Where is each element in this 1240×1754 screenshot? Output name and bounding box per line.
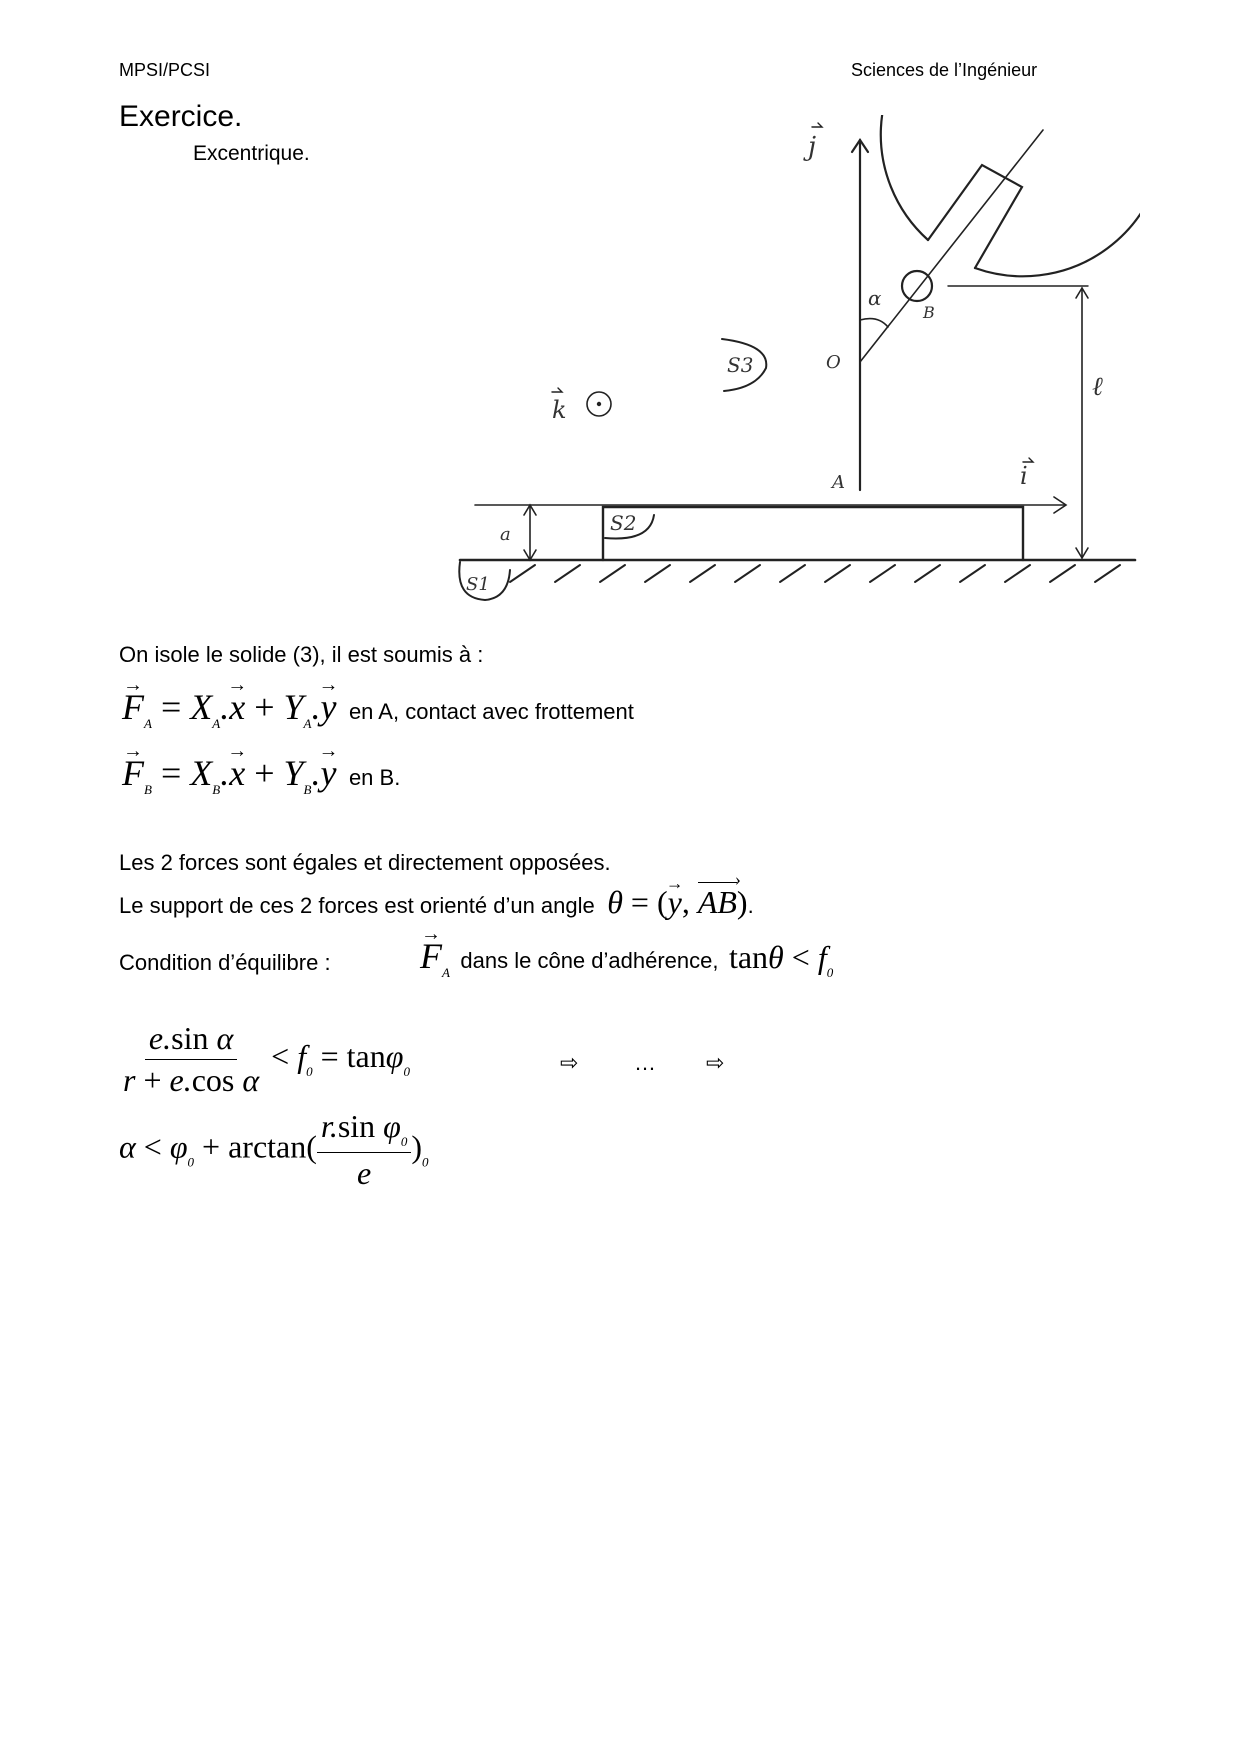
arrow-right-icon: ⇨ xyxy=(706,1050,725,1075)
label-S1: S1 xyxy=(466,574,490,595)
label-A: A xyxy=(832,472,845,493)
alpha-arc xyxy=(860,319,888,327)
arrow-right-icon: ⇨ xyxy=(560,1050,579,1075)
k-dot xyxy=(597,402,601,406)
force-A-equation: → $F_A = X_A.\to x + Y_A.\to y$ en A, contact avec frottement xyxy=(122,686,634,732)
eccentric-diagram xyxy=(440,115,1140,615)
j-vector-mark xyxy=(812,123,822,127)
label-j: j xyxy=(808,132,817,162)
label-k: k xyxy=(552,396,567,424)
force-B-suffix: en B. xyxy=(348,765,401,790)
exercise-subtitle: Excentrique. xyxy=(193,142,310,165)
intro-text: On isole le solide (3), il est soumis à : xyxy=(119,642,484,667)
label-alpha: α xyxy=(868,286,882,310)
label-S2: S2 xyxy=(610,511,637,535)
k-vector-mark xyxy=(552,388,562,392)
exercise-title: Exercice. xyxy=(119,100,243,133)
force-A-suffix: en A, contact avec frottement xyxy=(348,699,634,724)
support-angle-end: . xyxy=(747,893,754,918)
friction-inequality: $\frac{\text{e.sin α}}{\text{r + e.cos α}}$ < $f_0 = \tan\varphi_0$ xyxy=(123,1020,410,1098)
equilibrium-condition: → $F_A$ dans le cône d’adhérence, $\tan\theta < f_0$ xyxy=(420,935,833,981)
header-left: MPSI/PCSI xyxy=(119,60,211,80)
force-B-equation: → $F_B = X_B.\to x + Y_B.\to y$ en B. xyxy=(122,752,400,798)
point-B-circle xyxy=(902,271,932,301)
equilibrium-label: Condition d’équilibre : xyxy=(119,950,331,975)
label-i: i xyxy=(1020,462,1028,490)
label-S3: S3 xyxy=(727,353,754,377)
s2-block xyxy=(603,507,1023,560)
ground-hatching xyxy=(510,565,1120,582)
support-angle-text: Le support de ces 2 forces est orienté d’un angle xyxy=(119,893,595,918)
label-a: a xyxy=(500,524,511,545)
label-l: ℓ xyxy=(1092,372,1103,402)
alpha-result-inequality: $\alpha < \varphi_0 + \arctan$( $\frac{r.\sin \varphi_0}{e}$ )$_0$ xyxy=(119,1108,429,1191)
paragraph-support-angle: Le support de ces 2 forces est orienté d’un angle θ = (→ y, AB ›). xyxy=(119,884,754,921)
header-right: Sciences de l’Ingénieur xyxy=(851,60,1038,80)
eccentric-disc xyxy=(881,115,1140,276)
paragraph-forces-opposed: Les 2 forces sont égales et directement opposées. xyxy=(119,850,611,875)
label-O: O xyxy=(826,352,841,373)
ellipsis-text: … xyxy=(634,1050,656,1075)
label-B: B xyxy=(923,303,935,322)
adherence-cone-text: dans le cône d’adhérence, xyxy=(460,948,719,973)
